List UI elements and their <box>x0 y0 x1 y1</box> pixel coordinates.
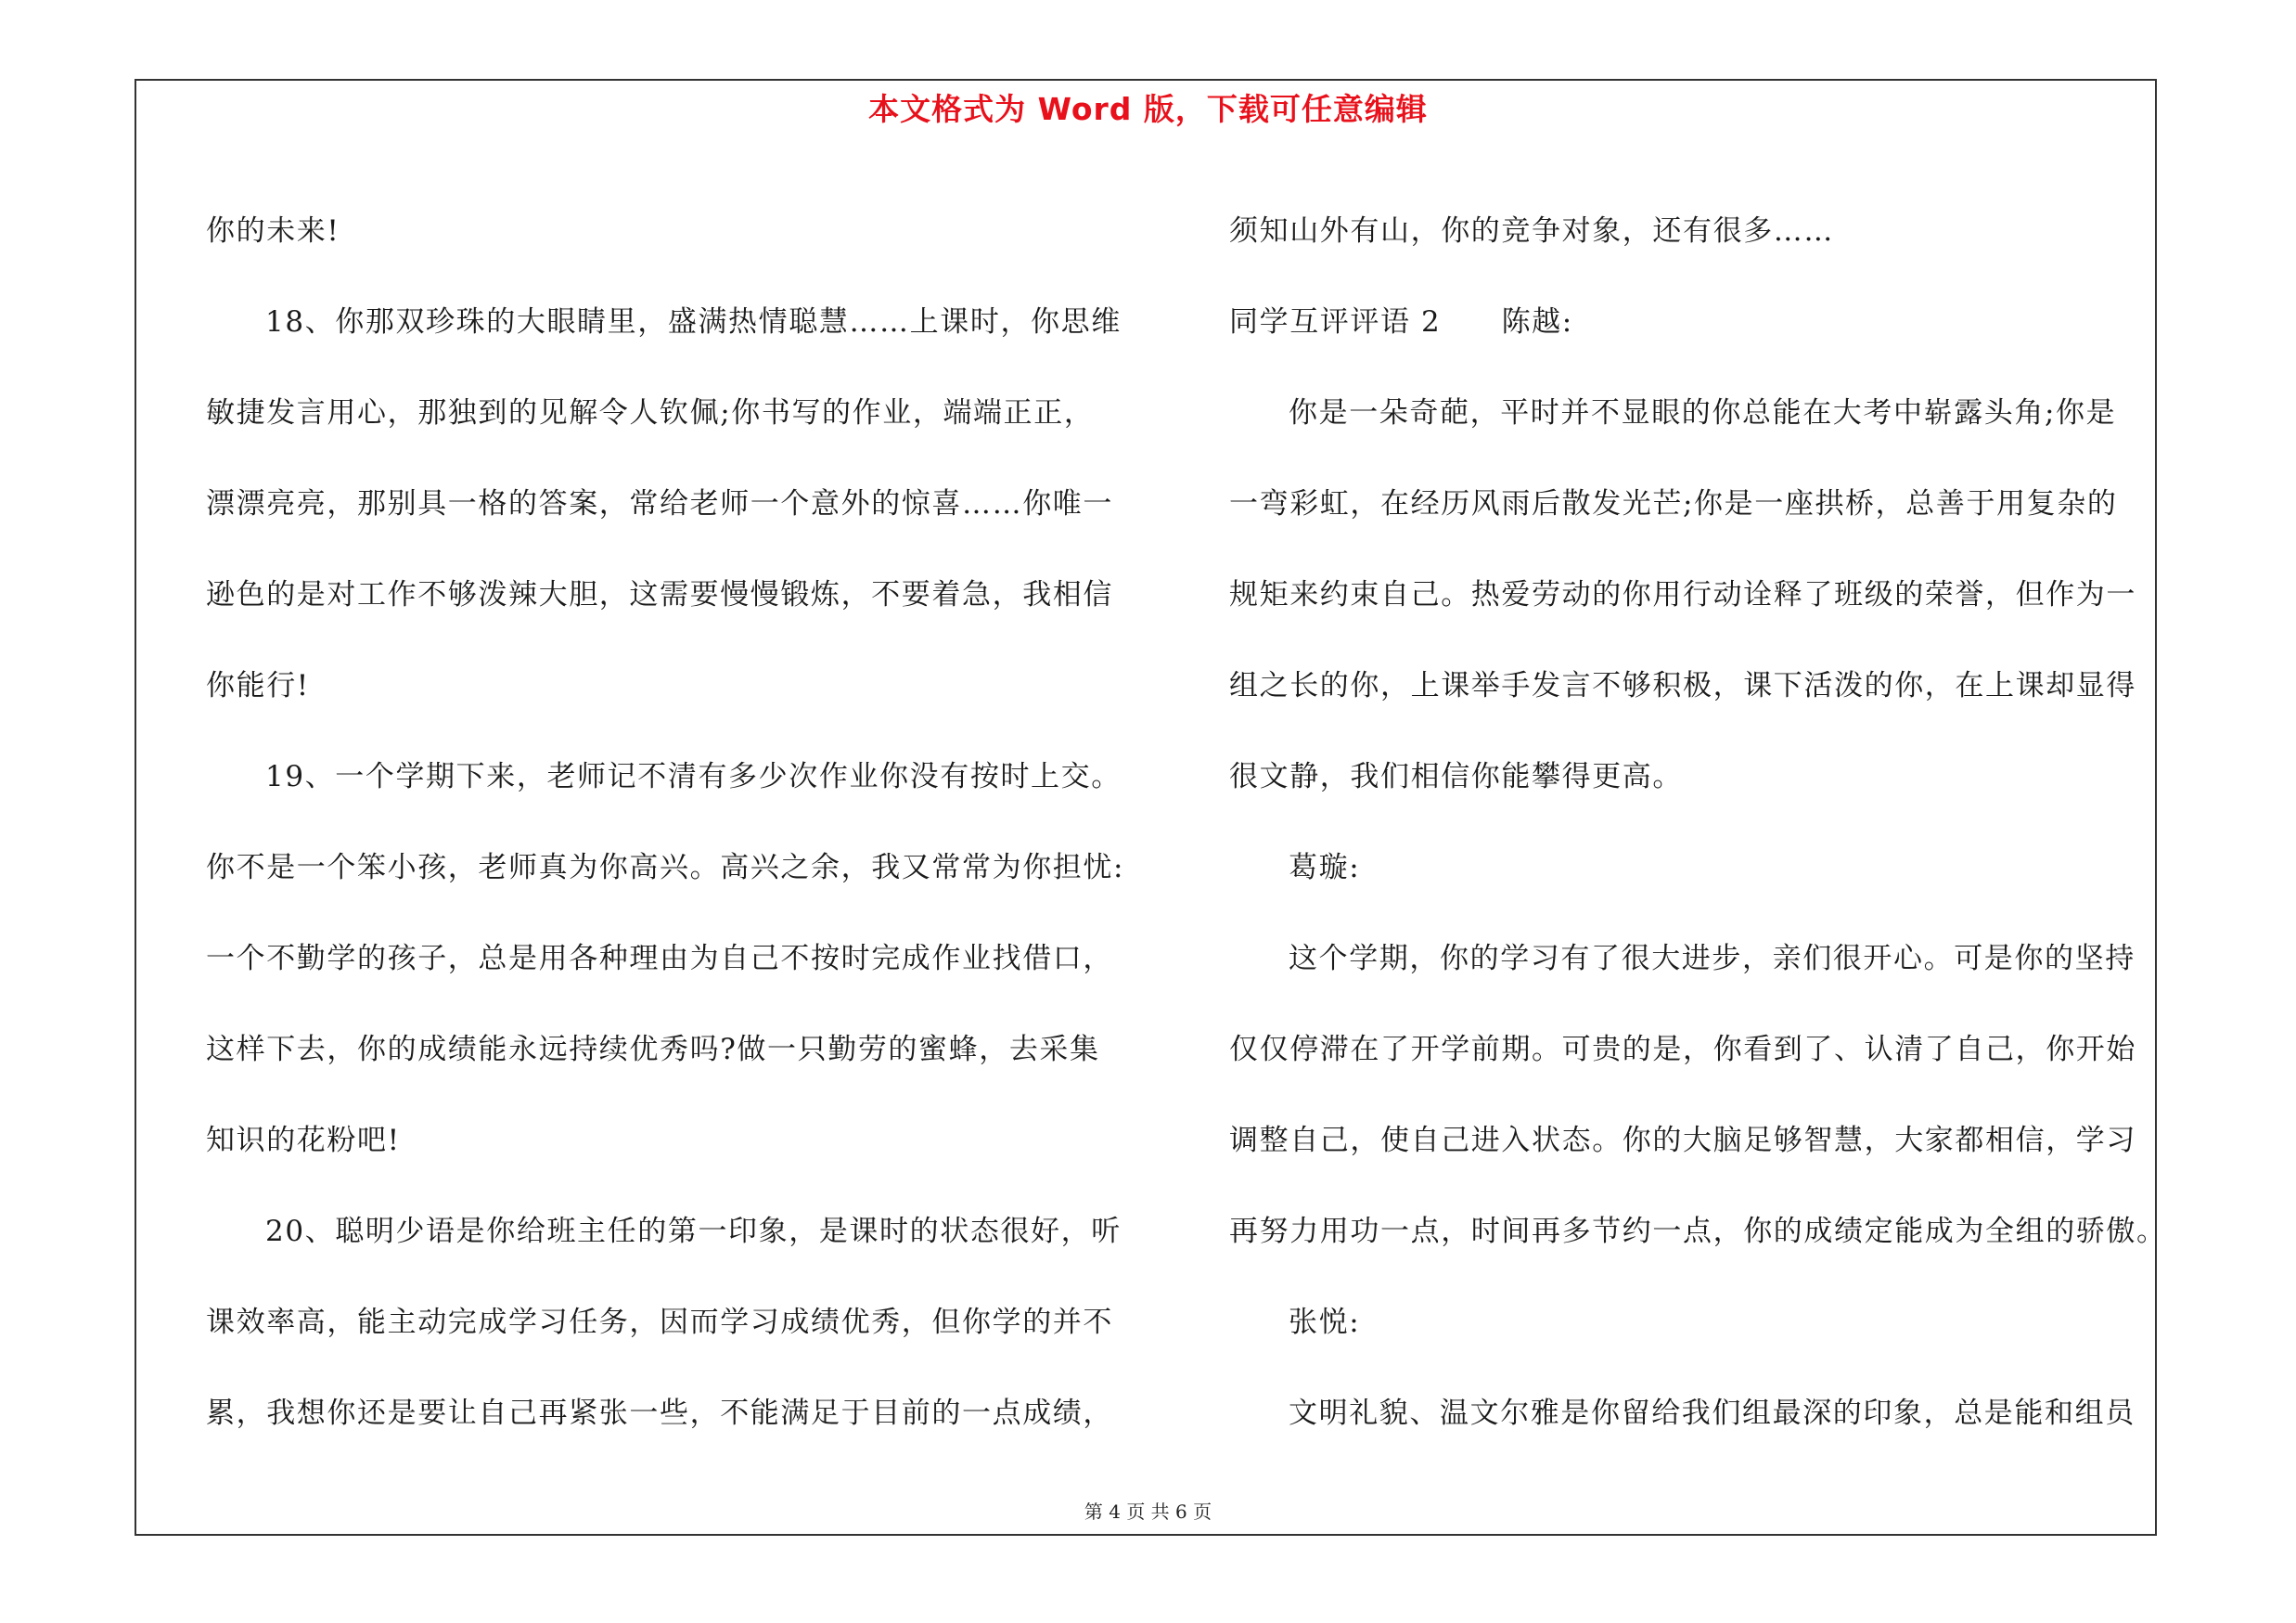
text-line: 再努力用功一点，时间再多节约一点，你的成绩定能成为全组的骄傲。 <box>1229 1215 2167 1248</box>
text-line: 漂漂亮亮，那别具一格的答案，常给老师一个意外的惊喜……你唯一 <box>206 487 1113 521</box>
text-line: 调整自己，使自己进入状态。你的大脑足够智慧，大家都相信，学习 <box>1229 1124 2136 1157</box>
text-line: 文明礼貌、温文尔雅是你留给我们组最深的印象，总是能和组员 <box>1289 1397 2136 1430</box>
student-name-label: 葛璇: <box>1289 851 1361 884</box>
left-column <box>206 186 1166 1459</box>
text-line: 你是一朵奇葩，平时并不显眼的你总能在大考中崭露头角;你是 <box>1289 396 2117 430</box>
text-line: 一个不勤学的孩子，总是用各种理由为自己不按时完成作业找借口， <box>206 942 1113 975</box>
section-heading: 同学互评评语 2 陈越: <box>1229 305 1573 339</box>
text-line: 这个学期，你的学习有了很大进步，亲们很开心。可是你的坚持 <box>1289 942 2136 975</box>
right-column <box>1229 186 2167 1459</box>
text-line: 规矩来约束自己。热爱劳动的你用行动诠释了班级的荣誉，但作为一 <box>1229 578 2136 612</box>
text-line: 敏捷发言用心，那独到的见解令人钦佩;你书写的作业，端端正正， <box>206 396 1095 430</box>
text-line: 逊色的是对工作不够泼辣大胆，这需要慢慢锻炼，不要着急，我相信 <box>206 578 1113 612</box>
text-line: 仅仅停滞在了开学前期。可贵的是，你看到了、认清了自己，你开始 <box>1229 1033 2136 1066</box>
text-line: 你不是一个笨小孩，老师真为你高兴。高兴之余，我又常常为你担忧: <box>206 851 1125 884</box>
text-line: 20、聪明少语是你给班主任的第一印象，是课时的状态很好，听 <box>265 1215 1122 1248</box>
page-number: 第 4 页 共 6 页 <box>1084 1501 1212 1523</box>
text-line: 累，我想你还是要让自己再紧张一些，不能满足于目前的一点成绩， <box>206 1397 1113 1430</box>
text-line: 一弯彩虹，在经历风雨后散发光芒;你是一座拱桥，总善于用复杂的 <box>1229 487 2118 521</box>
text-line: 知识的花粉吧! <box>206 1124 401 1157</box>
text-line: 你能行! <box>206 669 310 702</box>
text-line: 组之长的你，上课举手发言不够积极，课下活泼的你，在上课却显得 <box>1229 669 2136 702</box>
text-line: 很文静，我们相信你能攀得更高。 <box>1229 760 1683 793</box>
text-line: 课效率高，能主动完成学习任务，因而学习成绩优秀，但你学的并不 <box>206 1306 1113 1339</box>
text-line: 19、一个学期下来，老师记不清有多少次作业你没有按时上交。 <box>265 760 1122 793</box>
page-header-title: 本文格式为 Word 版，下载可任意编辑 <box>868 91 1428 127</box>
text-line: 须知山外有山，你的竞争对象，还有很多…… <box>1229 214 1834 248</box>
student-name-label: 张悦: <box>1289 1306 1361 1339</box>
text-line: 你的未来! <box>206 214 340 248</box>
text-line: 18、你那双珍珠的大眼睛里，盛满热情聪慧……上课时，你思维 <box>265 305 1122 339</box>
text-line: 这样下去，你的成绩能永远持续优秀吗?做一只勤劳的蜜蜂，去采集 <box>206 1033 1100 1066</box>
